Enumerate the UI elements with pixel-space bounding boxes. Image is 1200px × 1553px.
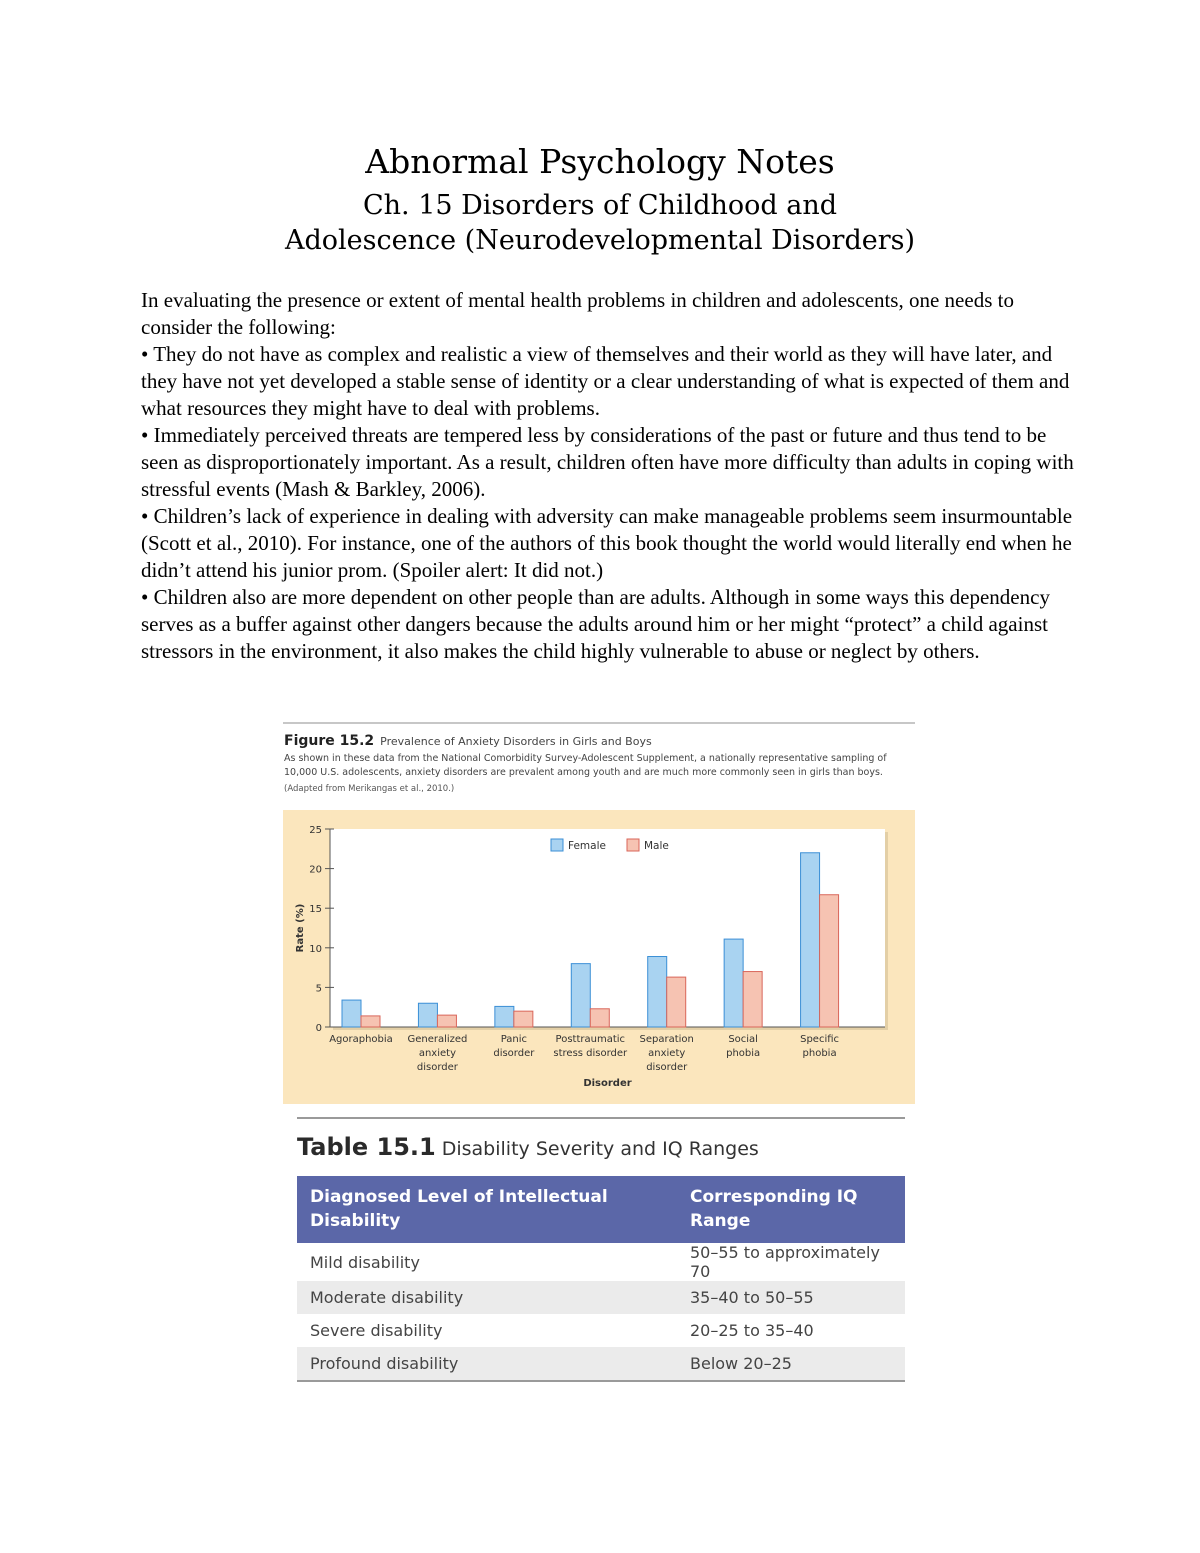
table-row	[297, 1243, 905, 1281]
legend-swatch-female	[551, 839, 563, 851]
bar-male	[820, 895, 839, 1027]
level-cell: Moderate disability	[297, 1281, 677, 1314]
level-cell: Mild disability	[310, 1252, 420, 1272]
table-row	[297, 1314, 905, 1347]
bullet-point: • They do not have as complex and realistic a view of themselves and their world as they will have later, and they have not yet developed a stable sense of identity or a clear understanding of what is expected of them and what resources they might have to deal with problems.	[141, 342, 1070, 420]
y-tick-label: 15	[309, 904, 322, 916]
figure-source: (Adapted from Merikangas et al., 2010.)	[284, 784, 455, 794]
category-label: disorder	[646, 1062, 688, 1073]
table-header-row	[297, 1176, 905, 1243]
y-tick-label: 0	[315, 1023, 322, 1034]
bullet-point: • Children’s lack of experience in dealing with adversity can make manageable problems seem insurmountable (Scott et al., 2010). For instance, one of the authors of this book thought the world would literally end when he didn’t attend his junior prom. (Spoiler alert: It did not.)	[141, 504, 1073, 582]
category-label: Social	[728, 1034, 758, 1045]
bar-male	[667, 977, 686, 1027]
bar-female	[571, 964, 590, 1027]
category-label: Generalized	[407, 1034, 468, 1045]
body-text	[141, 287, 1081, 665]
range-cell: 20–25 to 35–40	[690, 1321, 814, 1340]
level-cell: Severe disability	[310, 1321, 443, 1340]
table-top-rule	[297, 1117, 905, 1119]
table-title: Disability Severity and IQ Ranges	[441, 1138, 759, 1160]
chapter-heading-line-2: Adolescence (Neurodevelopmental Disorders)	[284, 225, 916, 256]
table-row	[297, 1347, 905, 1380]
bar-male	[437, 1015, 456, 1027]
bar-female	[418, 1003, 437, 1027]
category-label: anxiety	[648, 1048, 686, 1059]
bar-male	[590, 1009, 609, 1027]
legend-label-male: Male	[644, 840, 669, 852]
bar-female	[495, 1006, 514, 1027]
figure	[283, 722, 915, 1104]
category-label: Agoraphobia	[329, 1034, 393, 1045]
bar-female	[648, 957, 667, 1027]
bar-male	[361, 1016, 380, 1027]
chart-panel	[283, 810, 915, 1104]
bar-male	[743, 972, 762, 1027]
bar-female	[801, 853, 820, 1027]
y-axis-label: Rate (%)	[295, 903, 306, 953]
figure-description: As shown in these data from the National Comorbidity Survey-Adolescent Supplement, a nationally representative sampling of 10,000 U.S. adolescents, anxiety disorders are prevalent among youth and are much more commonly seen in girls than boys.	[284, 753, 887, 778]
table-number: Table 15.1	[297, 1133, 436, 1161]
document-title: Abnormal Psychology Notes	[365, 142, 835, 181]
range-cell: 50–55 to approximately 70	[690, 1243, 880, 1281]
y-tick-label: 5	[315, 983, 322, 995]
figure-title: Prevalence of Anxiety Disorders in Girls and Boys	[380, 735, 652, 748]
x-axis-label: Disorder	[583, 1078, 632, 1089]
figure-top-rule	[283, 722, 915, 724]
category-label: Specific	[800, 1034, 840, 1045]
intro-paragraph: In evaluating the presence or extent of mental health problems in children and adolescents, one needs to consider the following:	[141, 288, 1014, 339]
iq-table	[297, 1176, 905, 1380]
category-label: anxiety	[418, 1048, 457, 1059]
bar-female	[724, 939, 743, 1027]
bullet-point: • Immediately perceived threats are tempered less by considerations of the past or future and thus tend to be seen as disproportionately important. As a result, children often have more difficulty than adults in coping with stressful events (Mash & Barkley, 2006).	[141, 423, 1074, 501]
header-intellectual-disability-level: Diagnosed Level of Intellectual Disability	[297, 1176, 677, 1243]
category-label: disorder	[493, 1048, 535, 1059]
category-label: phobia	[802, 1048, 837, 1059]
bullet-point: • Children also are more dependent on other people than are adults. Although in some ways this dependency serves as a buffer against other dangers because the adults around him or her might “protect” a child against stressors in the environment, it also makes the child highly vulnerable to abuse or neglect by others.	[141, 585, 1050, 663]
category-label: Separation	[639, 1034, 694, 1045]
y-tick-label: 20	[309, 864, 322, 876]
table-row	[297, 1281, 905, 1314]
category-label: disorder	[416, 1062, 458, 1073]
y-tick-label: 25	[309, 825, 322, 836]
range-cell: Below 20–25	[677, 1347, 905, 1380]
bar-chart	[283, 810, 915, 1104]
y-tick-label: 10	[309, 943, 322, 955]
bar-female	[342, 1000, 361, 1027]
level-cell: Profound disability	[297, 1347, 677, 1380]
category-label: phobia	[726, 1048, 761, 1059]
legend-swatch-male	[627, 839, 639, 851]
category-label: Posttraumatic	[555, 1034, 626, 1045]
legend-label-female: Female	[568, 840, 606, 852]
table-caption	[297, 1133, 905, 1173]
chapter-heading-line-1: Ch. 15 Disorders of Childhood and	[362, 190, 838, 221]
figure-number: Figure 15.2	[284, 733, 375, 749]
figure-caption	[284, 730, 652, 749]
header-iq-range: Corresponding IQ Range	[677, 1176, 905, 1243]
category-label: Panic	[500, 1034, 528, 1045]
table-bottom-rule	[297, 1380, 905, 1382]
category-label: stress disorder	[553, 1048, 628, 1059]
range-cell: 35–40 to 50–55	[677, 1281, 905, 1314]
bar-male	[514, 1011, 533, 1027]
table-section	[297, 1117, 905, 1382]
